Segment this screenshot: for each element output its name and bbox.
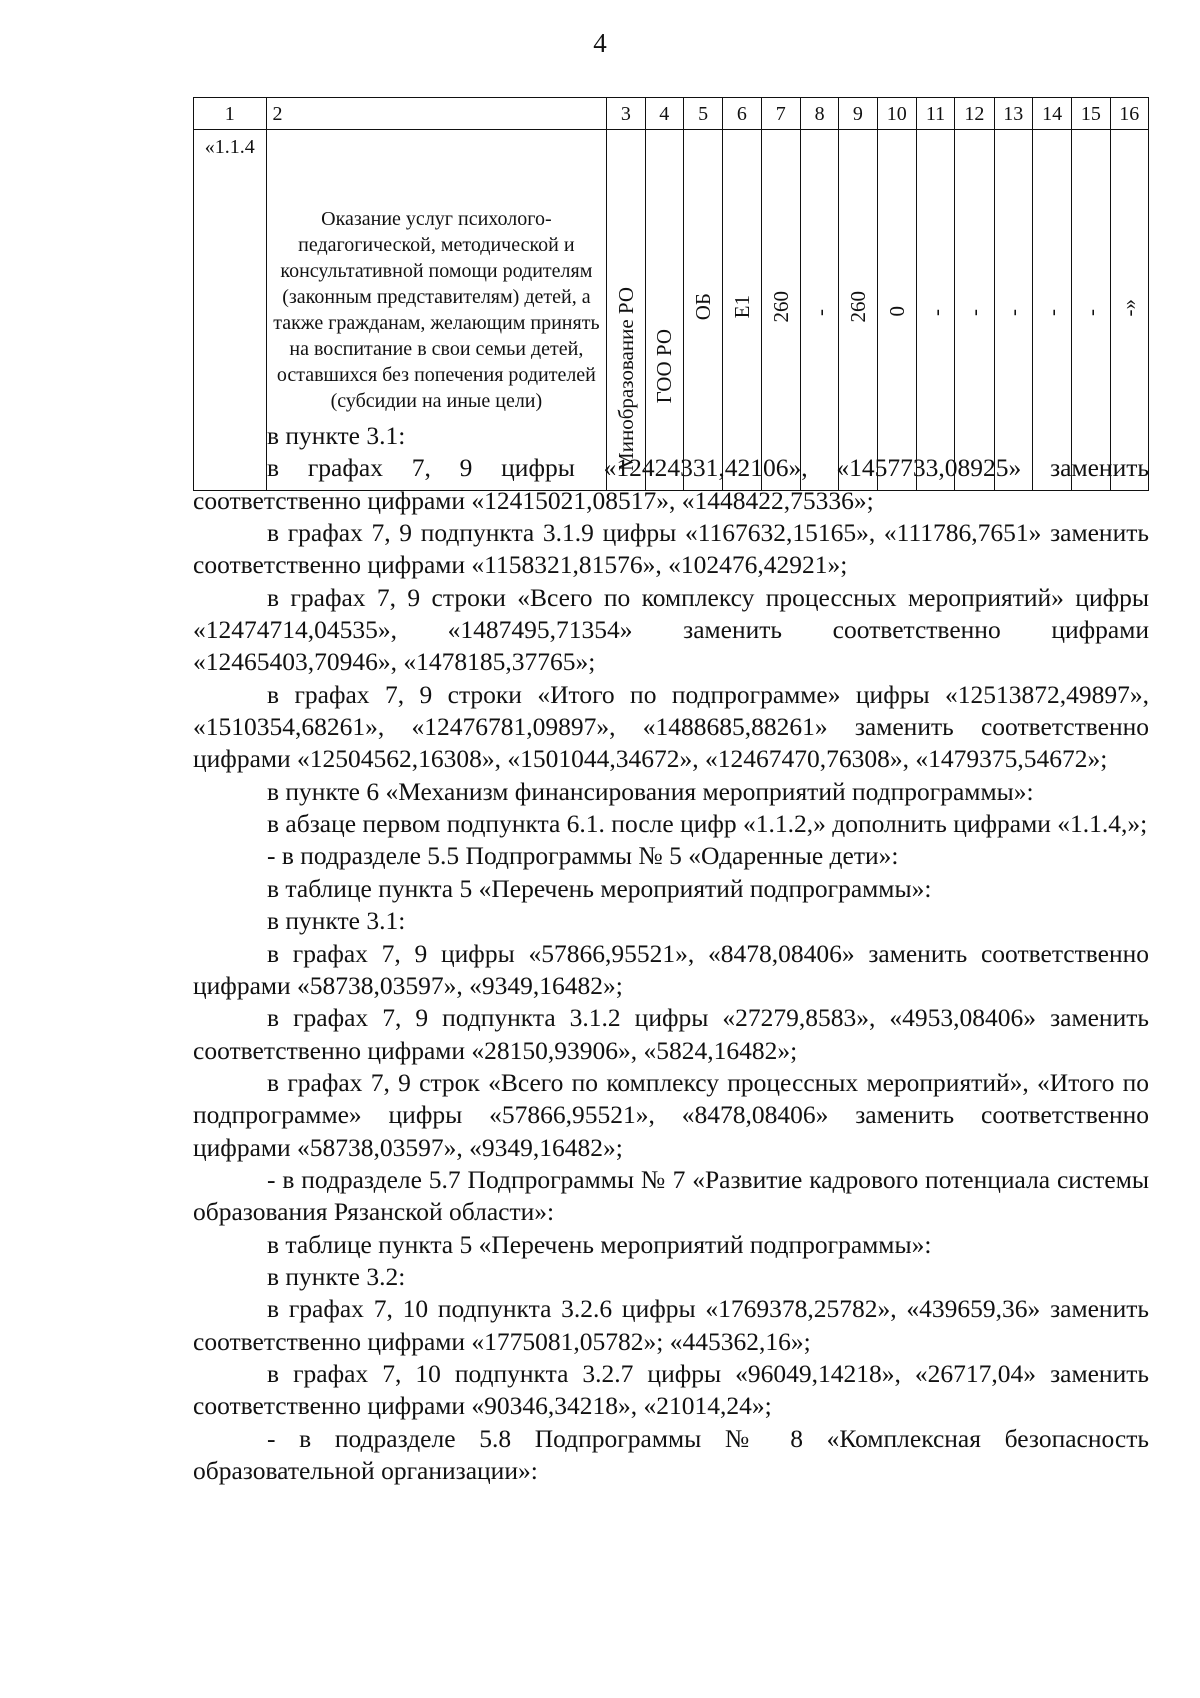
row-value-col11: - <box>916 130 954 491</box>
paragraph: в графах 7, 10 подпункта 3.2.7 цифры «96049,14218», «26717,04» заменить соответственно цифрами «90346,34218», «21014,24»; <box>193 1358 1149 1421</box>
table-header-cell: 10 <box>877 98 916 130</box>
row-value-col15: - <box>1072 130 1110 491</box>
paragraph: в абзаце первом подпункта 6.1. после цифр «1.1.2,» дополнить цифрами «1.1.4,»; <box>267 809 1148 839</box>
row-executor: ГОО РО <box>645 130 683 491</box>
paragraph: в таблице пункта 5 «Перечень мероприятий подпрограммы»: <box>267 1229 932 1259</box>
table-header-cell: 16 <box>1110 98 1148 130</box>
paragraph: - в подразделе 5.5 Подпрограммы № 5 «Одаренные дети»: <box>267 841 899 871</box>
table-header-cell: 14 <box>1032 98 1071 130</box>
row-value-col10: 0 <box>877 130 916 491</box>
paragraph: в пункте 3.1: <box>267 421 406 450</box>
table-header-cell: 2 <box>266 98 607 130</box>
paragraph: в графах 7, 9 строки «Всего по комплексу процессных мероприятий» цифры «12474714,04535», «1487495,71354» заменить соответственно цифрами «12465403,70946», «1478185,37765»; <box>193 582 1149 677</box>
paragraph: - в подразделе 5.7 Подпрограммы № 7 «Развитие кадрового потенциала системы образования Рязанской области»: <box>193 1164 1149 1227</box>
table-header-cell: 8 <box>800 98 838 130</box>
row-value-col7: 260 <box>761 130 800 491</box>
paragraph: в графах 7, 10 подпункта 3.2.6 цифры «1769378,25782», «439659,36» заменить соответственно цифрами «1775081,05782»; «445362,16»; <box>193 1294 1149 1356</box>
row-responsible: Минобразование РО <box>607 130 645 491</box>
row-description: Оказание услуг психолого-педагогической, методической и консультативной помощи родителям (законным представителям) детей, а также гражданам, желающим принять на воспитание в свои семьи детей, оставшихся без попечения родителей (субсидии на иные цели) <box>266 130 607 491</box>
table-header-cell: 9 <box>839 98 877 130</box>
row-value-col9: 260 <box>839 130 877 491</box>
row-code-e1: Е1 <box>723 130 761 491</box>
table-header-cell: 15 <box>1072 98 1110 130</box>
paragraph: в графах 7, 9 подпункта 3.1.9 цифры «1167632,15165», «111786,7651» заменить соответственно цифрами «1158321,81576», «102476,42921»; <box>193 518 1149 580</box>
table-header-row <box>194 98 1149 130</box>
paragraph: в графах 7, 9 цифры «57866,95521», «8478,08406» заменить соответственно цифрами «58738,03597», «9349,16482»; <box>193 938 1149 1000</box>
paragraph: в пункте 6 «Механизм финансирования мероприятий подпрограммы»: <box>267 776 1034 806</box>
table-header-cell: 7 <box>761 98 800 130</box>
table-header-cell: 4 <box>645 98 683 130</box>
paragraph: в графах 7, 9 строки «Итого по подпрограмме» цифры «12513872,49897», «1510354,68261», «12476781,09897», «1488685,88261» заменить соответственно цифрами «12504562,16308», «1501044,34672», «12467470,76308», «1479375,54672»; <box>193 679 1149 774</box>
paragraph: - в подразделе 5.8 Подпрограммы № 8 «Комплексная безопасность образовательной организации»: <box>193 1423 1149 1485</box>
table-header-cell: 12 <box>955 98 994 130</box>
row-source: ОБ <box>683 130 722 491</box>
table-header-cell: 3 <box>607 98 645 130</box>
paragraph: в графах 7, 9 строк «Всего по комплексу процессных мероприятий», «Итого по подпрограмме» цифры «57866,95521», «8478,08406» заменить соответственно цифрами «58738,03597», «9349,16482»; <box>193 1067 1149 1162</box>
row-value-col14: - <box>1032 130 1071 491</box>
row-value-col8: - <box>800 130 838 491</box>
table-header-cell: 6 <box>723 98 761 130</box>
row-code: «1.1.4 <box>194 130 267 491</box>
amendment-text <box>193 420 1149 1487</box>
row-value-col16: -» <box>1110 130 1148 491</box>
paragraph: в таблице пункта 5 «Перечень мероприятий подпрограммы»: <box>267 873 932 903</box>
table-header-cell: 1 <box>194 98 267 130</box>
table-header-cell: 11 <box>916 98 954 130</box>
row-value-col13: - <box>994 130 1032 491</box>
page-number: 4 <box>593 28 607 58</box>
paragraph: в пункте 3.1: <box>267 906 406 936</box>
row-value-col12: - <box>955 130 994 491</box>
paragraph: в графах 7, 9 подпункта 3.1.2 цифры «27279,8583», «4953,08406» заменить соответственно цифрами «28150,93906», «5824,16482»; <box>193 1003 1149 1065</box>
paragraph: в пункте 3.2: <box>267 1261 406 1291</box>
paragraph: в графах 7, 9 цифры «12424331,42106», «1457733,08925» заменить соответственно цифрами «12415021,08517», «1448422,75336»; <box>193 453 1149 515</box>
table-header-cell: 5 <box>683 98 722 130</box>
table-header-cell: 13 <box>994 98 1032 130</box>
